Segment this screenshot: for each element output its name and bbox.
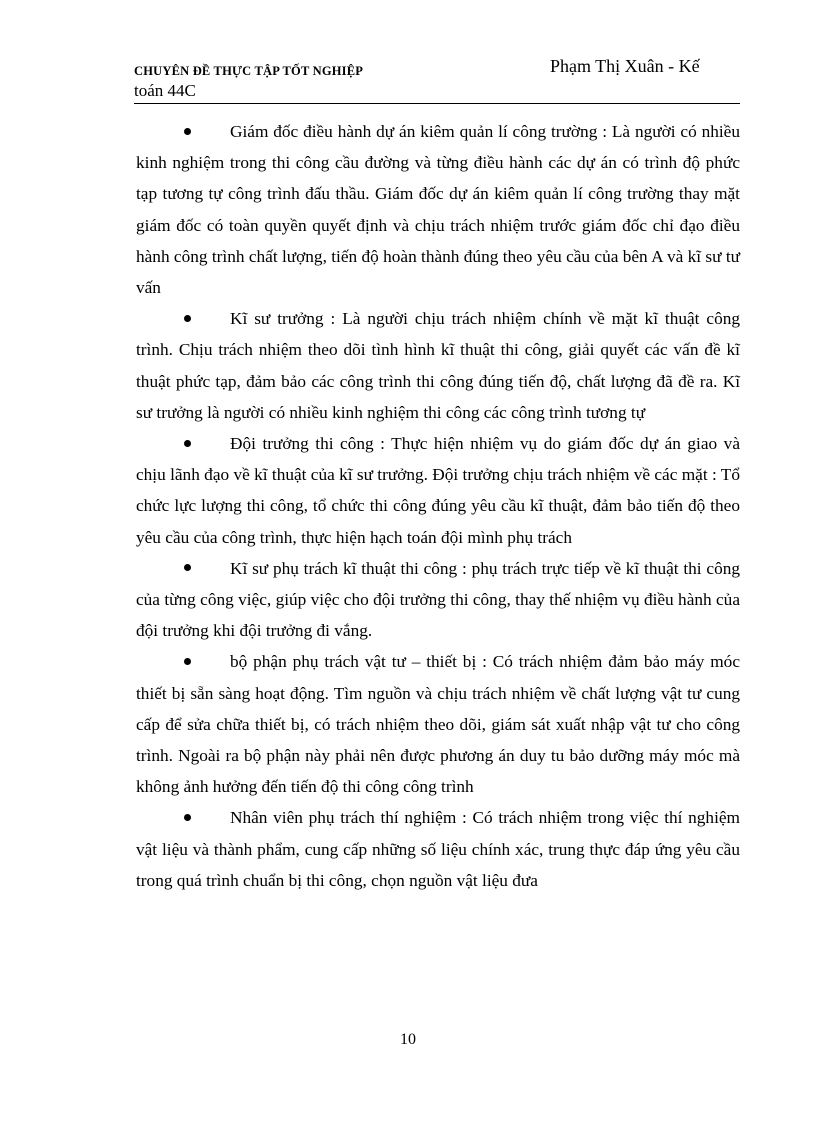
paragraph-text: bộ phận phụ trách vật tư – thiết bị : Có trách nhiệm đảm bảo máy móc thiết bị sẵn sàng hoạt động. Tìm nguồn và chịu trách nhiệm về chất lượng vật tư cung cấp để sửa chữa thiết bị, có trách nhiệm theo dõi, giám sát xuất nhập vật tư cho công trình. Ngoài ra bộ phận này phải nên được phương án duy tu bảo dưỡng máy móc mà không ảnh hưởng đến tiến độ thi công công trình bbox=[136, 652, 740, 797]
page-number: 10 bbox=[400, 1031, 416, 1048]
list-item bbox=[136, 802, 740, 896]
list-item bbox=[136, 553, 740, 647]
bullet-icon bbox=[184, 658, 191, 665]
paragraph-text: Kĩ sư trưởng : Là người chịu trách nhiệm chính về mặt kĩ thuật công trình. Chịu trách nhiệm theo dõi tình hình kĩ thuật thi công, giải quyết các vấn đề kĩ thuật phức tạp, đảm bảo các công trình thi công đúng tiến độ, chất lượng đã đề ra. Kĩ sư trưởng là người có nhiều kinh nghiệm thi công các công trình tương tự bbox=[136, 309, 740, 422]
bullet-icon bbox=[184, 814, 191, 821]
header-author: Phạm Thị Xuân - Kế bbox=[550, 56, 700, 76]
page-header bbox=[134, 56, 740, 104]
list-item bbox=[136, 116, 740, 303]
list-item bbox=[136, 428, 740, 553]
list-item bbox=[136, 646, 740, 802]
header-class: toán 44C bbox=[134, 81, 196, 100]
bullet-icon bbox=[184, 315, 191, 322]
document-body bbox=[136, 116, 740, 896]
paragraph-text: Đội trưởng thi công : Thực hiện nhiệm vụ do giám đốc dự án giao và chịu lãnh đạo về kĩ thuật của kĩ sư trưởng. Đội trưởng chịu trách nhiệm về các mặt : Tổ chức lực lượng thi công, tổ chức thi công đúng yêu cầu kĩ thuật, đảm bảo tiến độ theo yêu cầu của công trình, thực hiện hạch toán đội mình phụ trách bbox=[136, 434, 740, 547]
bullet-icon bbox=[184, 440, 191, 447]
paragraph-text: Kĩ sư phụ trách kĩ thuật thi công : phụ trách trực tiếp về kĩ thuật thi công của từng công việc, giúp việc cho đội trưởng thi công, thay thế nhiệm vụ điều hành của đội trưởng khi đội trưởng đi vắng. bbox=[136, 558, 740, 641]
paragraph-text: Nhân viên phụ trách thí nghiệm : Có trách nhiệm trong việc thí nghiệm vật liệu và thành phẩm, cung cấp những số liệu chính xác, trung thực đáp ứng yêu cầu trong quá trình chuẩn bị thi công, chọn nguồn vật liệu đưa bbox=[136, 808, 740, 890]
list-item bbox=[136, 303, 740, 428]
bullet-icon bbox=[184, 564, 191, 571]
bullet-icon bbox=[184, 128, 191, 135]
paragraph-text: Giám đốc điều hành dự án kiêm quản lí công trường : Là người có nhiều kinh nghiệm trong thi công cầu đường và từng điều hành các dự án có trình độ phức tạp tương tự công trình đấu thầu. Giám đốc dự án kiêm quản lí công trường thay mặt giám đốc có toàn quyền quyết định và chịu trách nhiệm trước giám đốc chỉ đạo điều hành công trình chất lượng, tiến độ hoàn thành đúng theo yêu cầu của bên A và kĩ sư tư vấn bbox=[136, 122, 740, 298]
header-title: CHUYÊN ĐỀ THỰC TẬP TỐT NGHIỆP bbox=[134, 64, 364, 78]
